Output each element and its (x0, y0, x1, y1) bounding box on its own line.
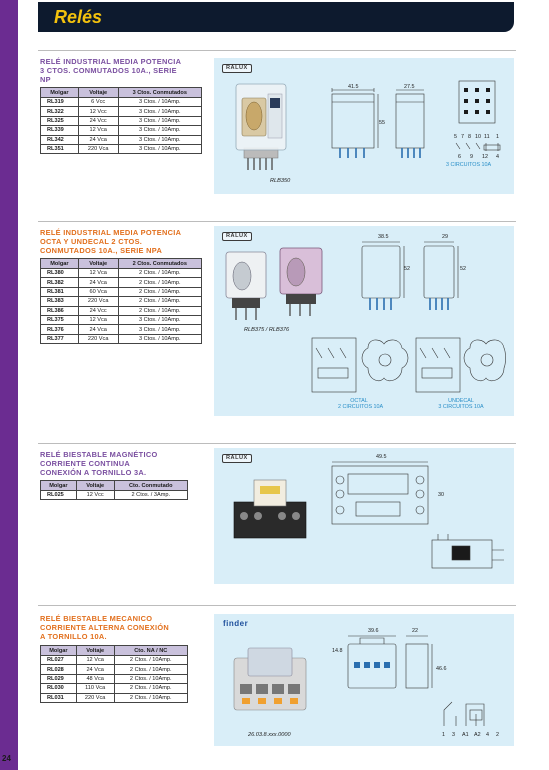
relay-photo (220, 244, 330, 324)
page-title: Relés (54, 7, 103, 27)
column-header: Molgar (41, 259, 79, 269)
product-caption: 26.03.8.xxx.0000 (248, 732, 291, 738)
section-divider (38, 443, 516, 444)
page-number: 24 (2, 754, 11, 763)
dimension-label: 22 (412, 628, 418, 634)
section-divider (38, 605, 516, 606)
table-row: RL325 24 Vcc 3 Ctos. / 10Amp. (41, 116, 202, 125)
dimension-drawing (358, 240, 462, 320)
column-header: Molgar (41, 88, 79, 98)
dimension-label: 27.5 (404, 84, 415, 90)
product-caption: RLB375 / RLB376 (244, 327, 290, 333)
relay-photo (228, 644, 312, 718)
dimension-label: 52 (404, 266, 410, 272)
product-panel (214, 58, 514, 194)
brand-logo: RALUX (222, 64, 252, 73)
table-row: RL030 110 Vca 2 Ctos. / 10Amp. (41, 684, 188, 693)
table-row: RL382 24 Vca 2 Ctos. / 10Amp. (41, 278, 202, 287)
relay-photo (230, 78, 292, 174)
column-header: Voltaje (78, 259, 118, 269)
terminal-label: 1 (442, 732, 445, 738)
page-header (38, 2, 514, 32)
dimension-label: 55 (379, 120, 385, 126)
circuit-label: OCTAL 2 CIRCUITOS 10A (338, 398, 384, 410)
product-panel (214, 226, 514, 416)
product-panel (214, 614, 514, 746)
pin-label: 9 (470, 154, 473, 160)
table-row: RL028 24 Vca 2 Ctos. / 10Amp. (41, 665, 188, 674)
pin-label: 8 (468, 134, 471, 140)
table-row: RL342 24 Vca 3 Ctos. / 10Amp. (41, 135, 202, 144)
product-table (40, 480, 188, 500)
section-title: RELÉ BIESTABLE MAGNÉTICO CORRIENTE CONTINUA CONEXIÓN A TORNILLO 3A. (40, 450, 158, 477)
dimension-label: 39.6 (368, 628, 379, 634)
pinout-diagram (458, 80, 496, 124)
pin-label: 6 (458, 154, 461, 160)
wiring-diagrams (310, 334, 506, 396)
product-table (40, 645, 188, 703)
column-header: Molgar (41, 646, 77, 656)
terminal-label: 3 (452, 732, 455, 738)
brand-logo: finder (223, 619, 249, 628)
dimension-drawing (344, 634, 436, 698)
dimension-label: 38.5 (378, 234, 389, 240)
dimension-drawing (326, 88, 436, 164)
column-header: Voltaje (78, 88, 118, 98)
brand-logo: RALUX (222, 454, 252, 463)
section-title: RELÉ INDUSTRIAL MEDIA POTENCIA 3 CTOS. CONMUTADOS 10A., SERIE NP (40, 57, 182, 84)
table-row: RL322 12 Vcc 3 Ctos. / 10Amp. (41, 107, 202, 116)
product-caption: RLB350 (270, 178, 291, 184)
dimension-label: 41.5 (348, 84, 359, 90)
table-row: RL383 220 Vca 2 Ctos. / 10Amp. (41, 297, 202, 306)
pin-label: 7 (461, 134, 464, 140)
column-header: Cto. NA / NC (114, 646, 187, 656)
section-title: RELÉ BIESTABLE MECANICO CORRIENTE ALTERNA CONEXIÓN A TORNILLO 10A. (40, 614, 170, 641)
pin-label: 11 (484, 134, 490, 140)
dimension-label: 14.8 (332, 648, 343, 654)
column-header: Molgar (41, 481, 77, 491)
table-row: RL025 12 Vcc 2 Ctos. / 3Amp. (41, 491, 188, 500)
pin-label: 5 (454, 134, 457, 140)
table-row: RL029 48 Vca 2 Ctos. / 10Amp. (41, 674, 188, 683)
dimension-label: 29 (442, 234, 448, 240)
table-row: RL375 12 Vca 3 Ctos. / 10Amp. (41, 315, 202, 324)
section-divider (38, 221, 516, 222)
product-panel (214, 448, 514, 584)
dimension-label: 46.6 (436, 666, 447, 672)
dimension-label: 52 (460, 266, 466, 272)
terminal-label: 4 (486, 732, 489, 738)
circuit-label: UNDECAL 3 CIRCUITOS 10A (438, 398, 484, 410)
pin-label: 10 (475, 134, 481, 140)
pin-label: 12 (482, 154, 488, 160)
product-table (40, 87, 202, 154)
side-color-bar (0, 0, 18, 770)
circuit-label: 3 CIRCUITOS 10A (446, 162, 492, 168)
table-row: RL031 220 Vca 2 Ctos. / 10Amp. (41, 693, 188, 702)
table-row: RL351 220 Vca 3 Ctos. / 10Amp. (41, 144, 202, 153)
table-row: RL376 24 Vca 3 Ctos. / 10Amp. (41, 325, 202, 334)
pin-label: 1 (496, 134, 499, 140)
column-header: 2 Ctos. Conmutados (118, 259, 201, 269)
column-header: Voltaje (76, 646, 114, 656)
terminal-label: 2 (496, 732, 499, 738)
table-row: RL377 220 Vca 3 Ctos. / 10Amp. (41, 334, 202, 343)
schematic-symbol (454, 141, 502, 153)
table-row: RL380 12 Vca 2 Ctos. / 10Amp. (41, 269, 202, 278)
schematic-diagram (428, 530, 508, 574)
table-row: RL339 12 Vca 3 Ctos. / 10Amp. (41, 126, 202, 135)
column-header: 3 Ctos. Conmutados (118, 88, 201, 98)
pin-label: 4 (496, 154, 499, 160)
relay-photo (230, 472, 310, 546)
brand-logo: RALUX (222, 232, 252, 241)
table-row: RL386 24 Vcc 2 Ctos. / 10Amp. (41, 306, 202, 315)
table-row: RL381 60 Vca 2 Ctos. / 10Amp. (41, 287, 202, 296)
product-table (40, 258, 202, 344)
dimension-label: 30 (438, 492, 444, 498)
section-title: RELÉ INDUSTRIAL MEDIA POTENCIA OCTA Y UNDECAL 2 CTOS. CONMUTADOS 10A., SERIE NPA (40, 228, 182, 255)
dimension-label: 49.5 (376, 454, 387, 460)
table-row: RL027 12 Vca 2 Ctos. / 10Amp. (41, 656, 188, 665)
column-header: Cto. Conmutado (114, 481, 187, 491)
terminal-label: A2 (474, 732, 481, 738)
terminal-label: A1 (462, 732, 469, 738)
dimension-drawing (328, 460, 432, 528)
table-row: RL319 6 Vcc 3 Ctos. / 10Amp. (41, 98, 202, 107)
wiring-diagram (440, 698, 496, 728)
column-header: Voltaje (76, 481, 114, 491)
section-divider (38, 50, 516, 51)
